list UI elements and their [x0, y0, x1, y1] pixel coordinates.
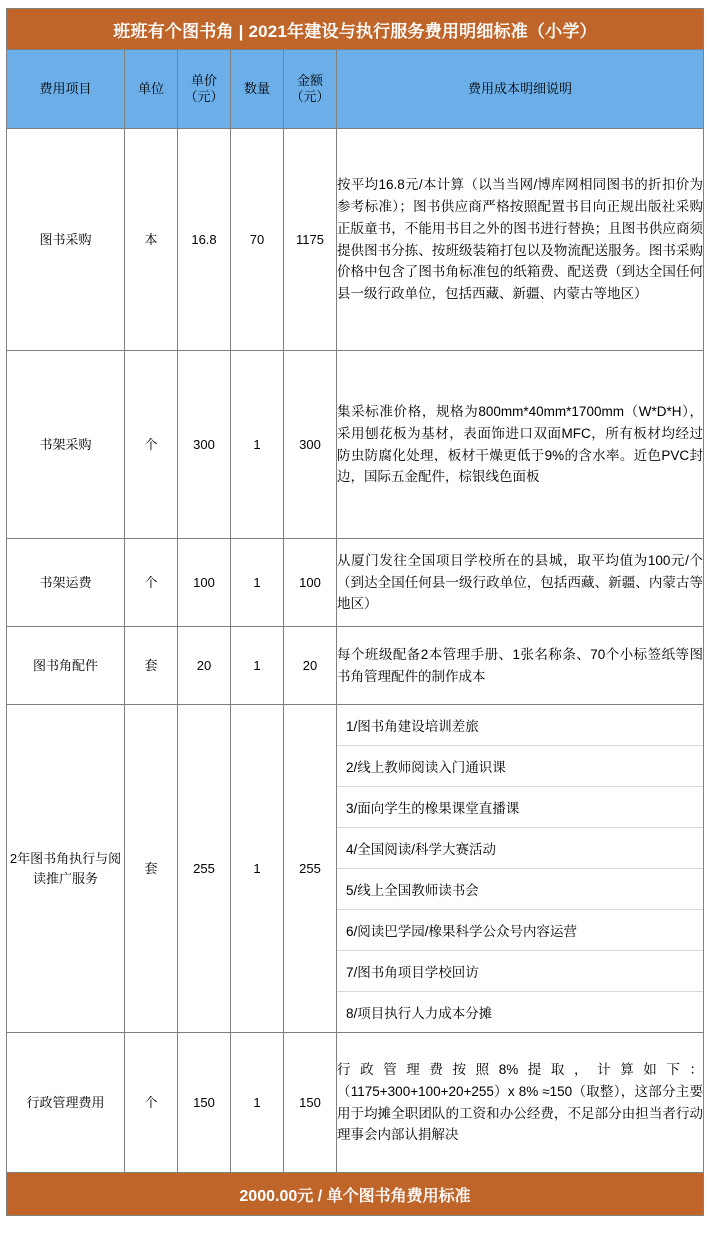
- list-item-label: 2/线上教师阅读入门通识课: [337, 746, 703, 787]
- row-amount: 1175: [284, 129, 337, 351]
- row-unit: 个: [125, 1033, 178, 1173]
- table-row: [7, 1033, 704, 1173]
- column-header-unit-price-line1: 单价: [190, 72, 217, 88]
- column-header-quantity: 数量: [231, 50, 284, 129]
- list-item-label: 3/面向学生的橡果课堂直播课: [337, 787, 703, 828]
- row-quantity: 1: [231, 627, 284, 705]
- column-header-row: [7, 50, 704, 129]
- row-unit-price: 255: [178, 705, 231, 1033]
- table-row: [7, 129, 704, 351]
- row-unit: 套: [125, 705, 178, 1033]
- row-amount: 255: [284, 705, 337, 1033]
- row-item-name: 行政管理费用: [7, 1033, 125, 1173]
- row-unit: 个: [125, 539, 178, 627]
- list-item-label: 5/线上全国教师读书会: [337, 869, 703, 910]
- column-header-unit-price: [178, 50, 231, 129]
- list-item: [337, 705, 703, 746]
- row-item-name: 图书角配件: [7, 627, 125, 705]
- row-item-name: 图书采购: [7, 129, 125, 351]
- row-description: 每个班级配备2本管理手册、1张名称条、70个小标签纸等图书角管理配件的制作成本: [337, 627, 704, 705]
- row-description: 行政管理费按照8%提取，计算如下：（1175+300+100+20+255）x 8% ≈150（取整），这部分主要用于均摊全职团队的工资和办公经费，不足部分由担当者行动理事会内部认捐解决: [337, 1033, 704, 1173]
- list-item-label: 1/图书角建设培训差旅: [337, 705, 703, 746]
- list-item-label: 7/图书角项目学校回访: [337, 951, 703, 992]
- column-header-amount: [284, 50, 337, 129]
- list-item: [337, 992, 703, 1033]
- row-description-list: [337, 705, 704, 1033]
- total-standard-label: 2000.00元 / 单个图书角费用标准: [7, 1173, 704, 1216]
- list-item-label: 4/全国阅读/科学大赛活动: [337, 828, 703, 869]
- row-description: 集采标准价格，规格为800mm*40mm*1700mm（W*D*H），采用刨花板为基材，表面饰进口双面MFC，所有板材均经过防虫防腐化处理，板材干燥更低于9%的含水率。近色PVC封边，国际五金配件，棕银线色面板: [337, 351, 704, 539]
- row-amount: 300: [284, 351, 337, 539]
- list-item-label: 6/阅读巴学园/橡果科学公众号内容运营: [337, 910, 703, 951]
- row-quantity: 1: [231, 539, 284, 627]
- list-item: [337, 746, 703, 787]
- list-item: [337, 787, 703, 828]
- row-item-name: 书架采购: [7, 351, 125, 539]
- row-unit: 本: [125, 129, 178, 351]
- row-unit-price: 16.8: [178, 129, 231, 351]
- row-unit-price: 300: [178, 351, 231, 539]
- list-item: [337, 910, 703, 951]
- page-title: 班班有个图书角 | 2021年建设与执行服务费用明细标准（小学）: [7, 9, 704, 50]
- column-header-item: 费用项目: [7, 50, 125, 129]
- list-item-label: 8/项目执行人力成本分摊: [346, 1006, 493, 1021]
- row-unit-price: 100: [178, 539, 231, 627]
- table-row: [7, 351, 704, 539]
- cost-detail-table: [6, 8, 704, 1216]
- list-item: [337, 869, 703, 910]
- service-items-list: [337, 705, 703, 1032]
- row-description: 按平均16.8元/本计算（以当当网/博库网相同图书的折扣价为参考标准）；图书供应商严格按照配置书目向正规出版社采购正版童书，不能用书目之外的图书进行替换；且图书供应商须提供图书分拣、按班级装箱打包以及物流配送服务。图书采购价格中包含了图书角标准包的纸箱费、配送费（到达全国任何县一级行政单位，包括西藏、新疆、内蒙古等地区）: [337, 129, 704, 351]
- row-quantity: 70: [231, 129, 284, 351]
- table-row: [7, 539, 704, 627]
- column-header-amount-line2: （元）: [290, 89, 330, 104]
- list-item: [337, 828, 703, 869]
- row-unit: 套: [125, 627, 178, 705]
- row-quantity: 1: [231, 351, 284, 539]
- row-unit-price: 20: [178, 627, 231, 705]
- title-row: [7, 9, 704, 50]
- row-amount: 100: [284, 539, 337, 627]
- row-amount: 150: [284, 1033, 337, 1173]
- row-unit: 个: [125, 351, 178, 539]
- column-header-description: 费用成本明细说明: [337, 50, 704, 129]
- row-item-name: 2年图书角执行与阅读推广服务: [7, 705, 125, 1033]
- row-quantity: 1: [231, 1033, 284, 1173]
- table-row: [7, 705, 704, 1033]
- row-item-name: 书架运费: [7, 539, 125, 627]
- column-header-unit-price-line2: （元）: [184, 89, 224, 104]
- list-item: [337, 951, 703, 992]
- column-header-unit: 单位: [125, 50, 178, 129]
- footer-row: [7, 1173, 704, 1216]
- row-amount: 20: [284, 627, 337, 705]
- row-unit-price: 150: [178, 1033, 231, 1173]
- table-row: [7, 627, 704, 705]
- column-header-amount-line1: 金额: [296, 72, 323, 88]
- row-quantity: 1: [231, 705, 284, 1033]
- row-description: 从厦门发往全国项目学校所在的县城，取平均值为100元/个（到达全国任何县一级行政单位，包括西藏、新疆、内蒙古等地区）: [337, 539, 704, 627]
